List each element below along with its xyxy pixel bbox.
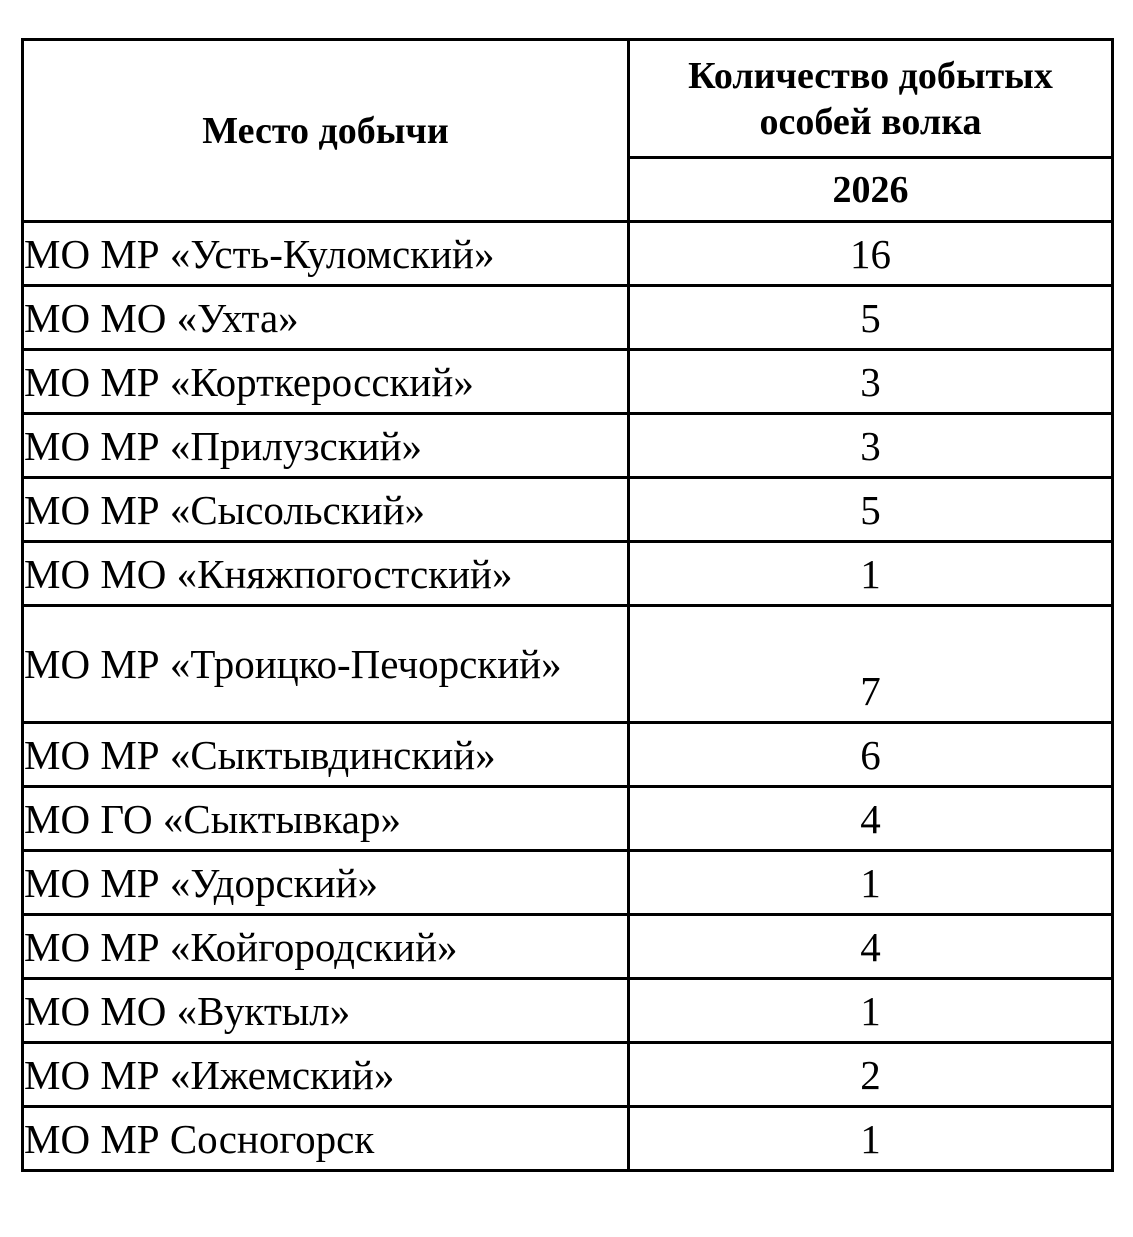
count-cell: 1 bbox=[629, 851, 1113, 915]
count-column-header: Количество добытых особей волка bbox=[629, 40, 1113, 158]
table-row bbox=[23, 723, 1113, 787]
place-cell: МО МР «Корткеросский» bbox=[23, 350, 629, 414]
count-cell: 6 bbox=[629, 723, 1113, 787]
place-cell: МО МР «Ижемский» bbox=[23, 1043, 629, 1107]
place-cell: МО МР «Троицко-Печорский» bbox=[23, 606, 629, 723]
place-cell: МО МО «Княжпогостский» bbox=[23, 542, 629, 606]
place-cell: МО МО «Вуктыл» bbox=[23, 979, 629, 1043]
table-row bbox=[23, 350, 1113, 414]
count-cell: 3 bbox=[629, 414, 1113, 478]
place-cell: МО МР «Койгородский» bbox=[23, 915, 629, 979]
table-row bbox=[23, 851, 1113, 915]
count-cell: 1 bbox=[629, 979, 1113, 1043]
place-cell: МО МР «Усть-Куломский» bbox=[23, 222, 629, 286]
count-cell: 3 bbox=[629, 350, 1113, 414]
table-row bbox=[23, 979, 1113, 1043]
place-cell: МО ГО «Сыктывкар» bbox=[23, 787, 629, 851]
table-row bbox=[23, 222, 1113, 286]
place-cell: МО МР «Удорский» bbox=[23, 851, 629, 915]
count-cell: 1 bbox=[629, 1107, 1113, 1171]
table-row bbox=[23, 1107, 1113, 1171]
table-row bbox=[23, 915, 1113, 979]
wolf-harvest-table bbox=[21, 38, 1114, 1172]
count-cell: 1 bbox=[629, 542, 1113, 606]
count-cell: 4 bbox=[629, 787, 1113, 851]
place-cell: МО МР «Прилузский» bbox=[23, 414, 629, 478]
table-row bbox=[23, 606, 1113, 723]
table-row bbox=[23, 478, 1113, 542]
place-cell: МО МР Сосногорск bbox=[23, 1107, 629, 1171]
table-row bbox=[23, 1043, 1113, 1107]
place-cell: МО МР «Сысольский» bbox=[23, 478, 629, 542]
count-cell: 2 bbox=[629, 1043, 1113, 1107]
table-row bbox=[23, 787, 1113, 851]
header-row bbox=[23, 40, 1113, 158]
count-cell: 7 bbox=[629, 606, 1113, 723]
place-column-header: Место добычи bbox=[23, 40, 629, 222]
place-cell: МО МР «Сыктывдинский» bbox=[23, 723, 629, 787]
count-cell: 5 bbox=[629, 478, 1113, 542]
table-row bbox=[23, 414, 1113, 478]
table-row bbox=[23, 286, 1113, 350]
count-cell: 4 bbox=[629, 915, 1113, 979]
table-row bbox=[23, 542, 1113, 606]
count-cell: 5 bbox=[629, 286, 1113, 350]
place-cell: МО МО «Ухта» bbox=[23, 286, 629, 350]
count-cell: 16 bbox=[629, 222, 1113, 286]
year-header: 2026 bbox=[629, 158, 1113, 222]
